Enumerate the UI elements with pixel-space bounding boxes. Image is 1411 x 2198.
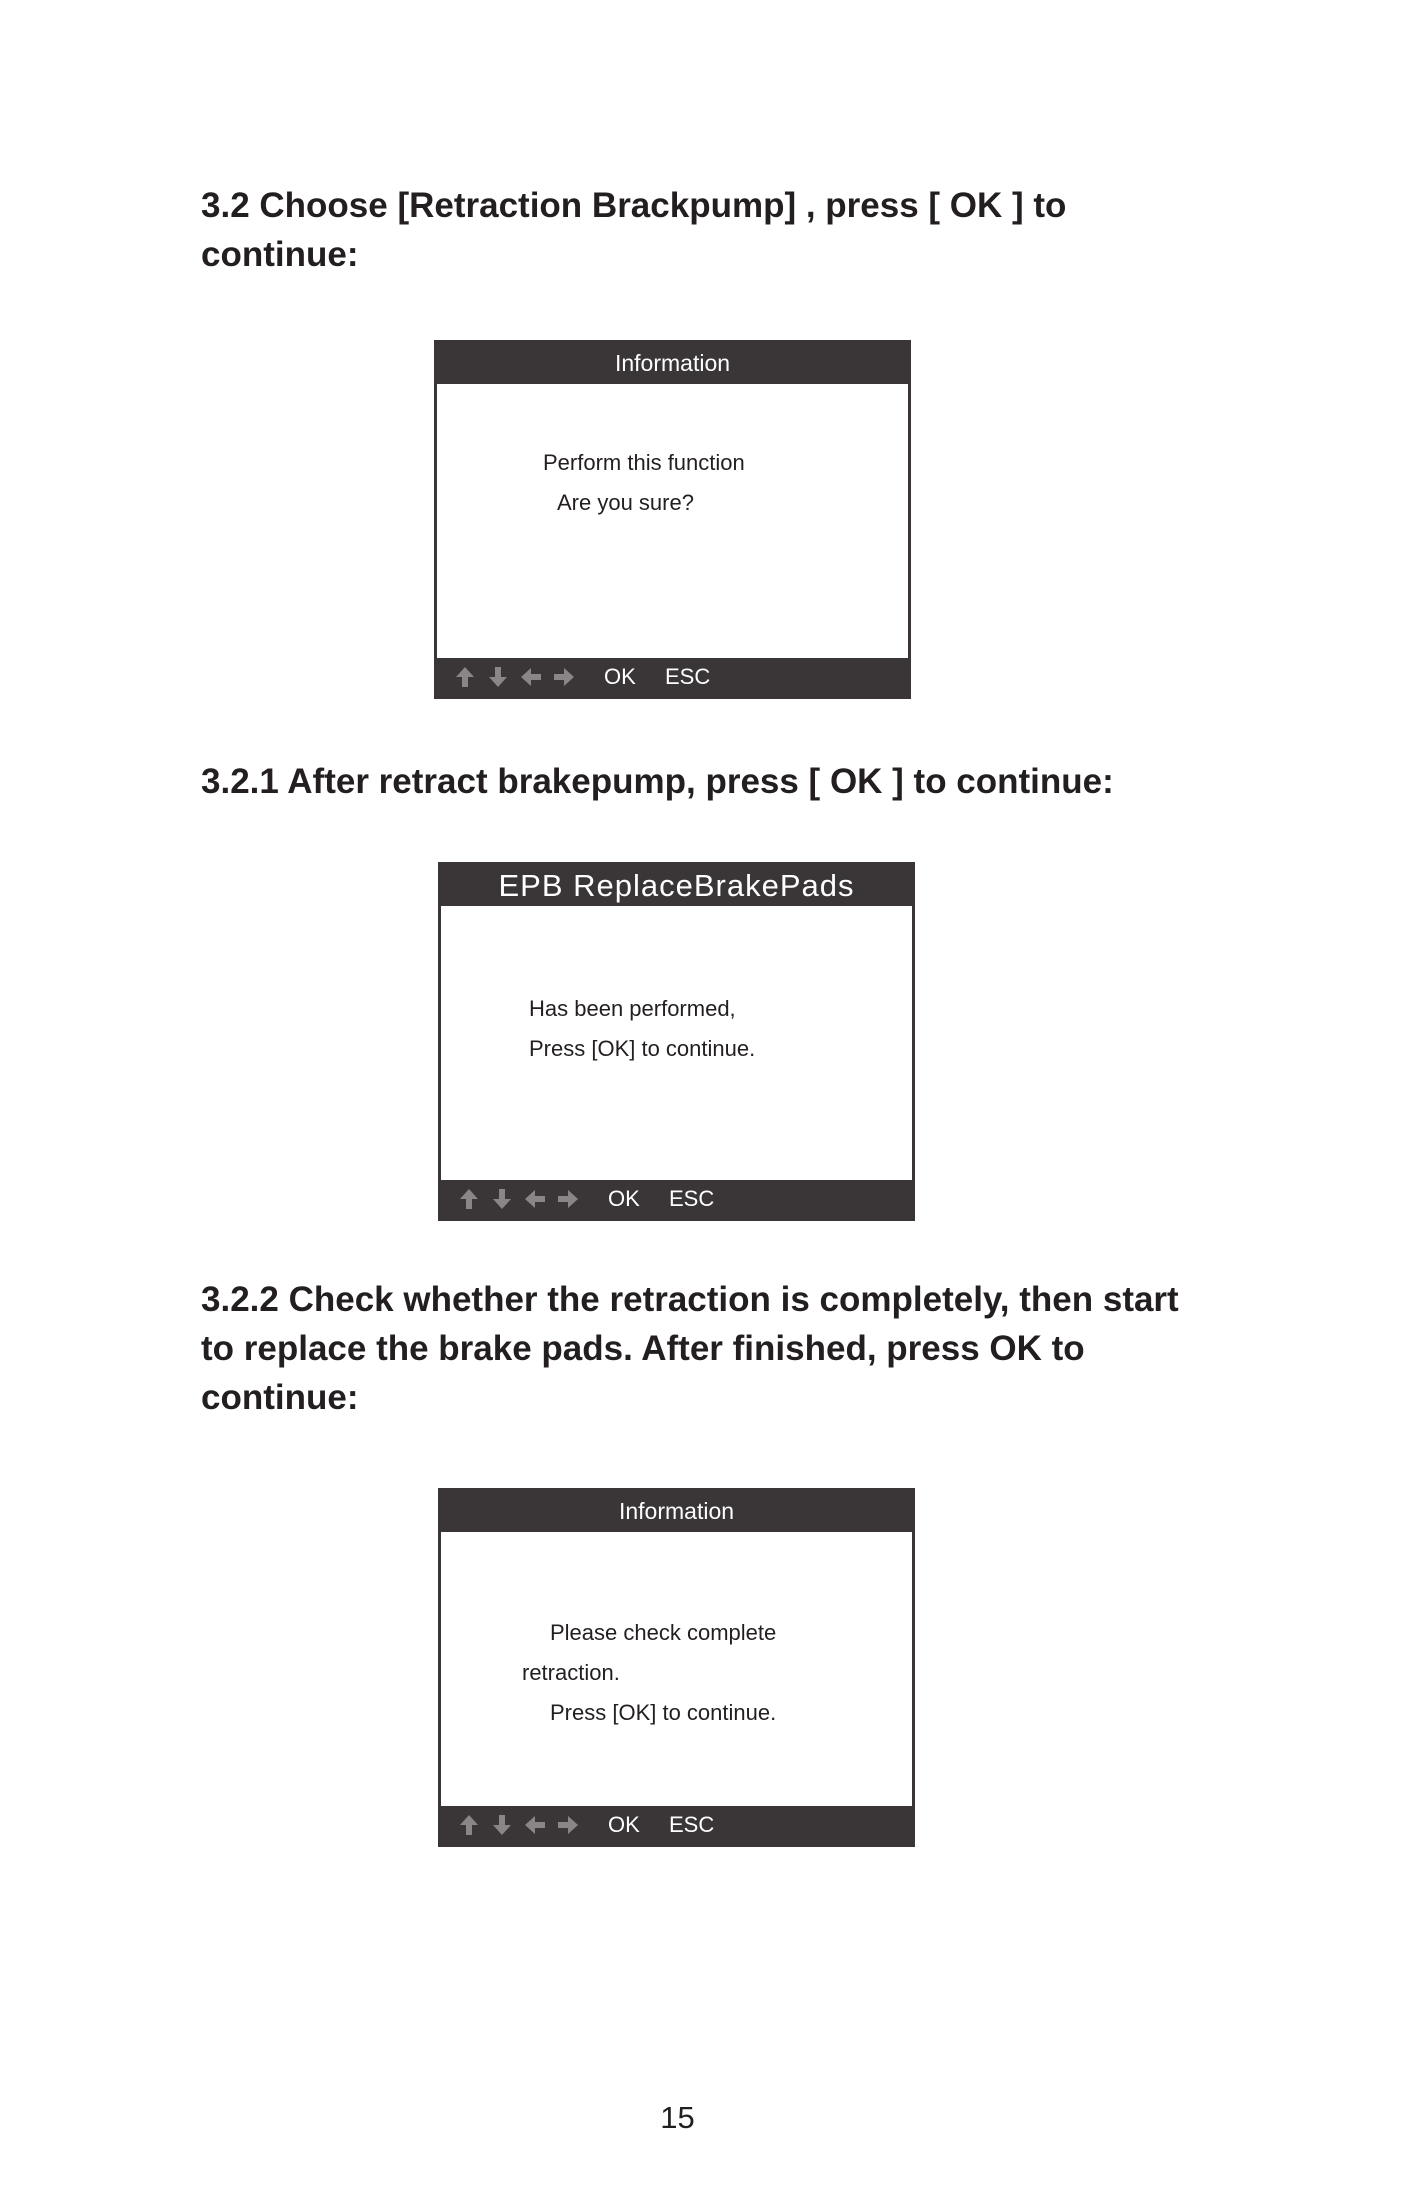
navigation-arrows: [453, 665, 576, 689]
esc-key[interactable]: ESC: [669, 1812, 715, 1837]
ok-key[interactable]: OK: [608, 1186, 640, 1211]
ok-key[interactable]: OK: [608, 1812, 640, 1837]
arrow-left-icon[interactable]: [523, 1187, 547, 1211]
device-screen-information: [434, 340, 911, 699]
arrow-down-icon[interactable]: [486, 665, 510, 689]
screen-key-bar: [437, 658, 908, 696]
arrow-up-icon[interactable]: [457, 1813, 481, 1837]
screen-key-bar: [441, 1806, 912, 1844]
arrow-right-icon[interactable]: [556, 1187, 580, 1211]
section-heading-3-2: 3.2 Choose [Retraction Brackpump] , press [ OK ] to continue:: [201, 186, 1067, 274]
screen-title: Information: [441, 1491, 912, 1532]
arrow-left-icon[interactable]: [519, 665, 543, 689]
screen-key-bar: [441, 1180, 912, 1218]
arrow-right-icon[interactable]: [552, 665, 576, 689]
arrow-up-icon[interactable]: [457, 1187, 481, 1211]
screen-message-line: Press [OK] to continue.: [529, 1036, 756, 1061]
arrow-down-icon[interactable]: [490, 1813, 514, 1837]
device-screen-epb-replace-brake-pads: [438, 862, 915, 1221]
screen-title: Information: [437, 343, 908, 384]
screen-message-line: Are you sure?: [557, 490, 694, 515]
esc-key[interactable]: ESC: [669, 1186, 715, 1211]
arrow-down-icon[interactable]: [490, 1187, 514, 1211]
section-heading-3-2-1: 3.2.1 After retract brakepump, press [ OK ] to continue:: [201, 762, 1114, 801]
ok-key[interactable]: OK: [604, 664, 636, 689]
screen-message-line: Has been performed,: [529, 996, 736, 1021]
screen-message-line: Please check complete: [550, 1620, 777, 1645]
device-screen-information: [438, 1488, 915, 1847]
section-heading-3-2-2: 3.2.2 Check whether the retraction is completely, then start to replace the brake pads. After finished, press OK to continue:: [201, 1280, 1179, 1417]
navigation-arrows: [457, 1187, 580, 1211]
screen-message-line: retraction.: [522, 1660, 620, 1685]
esc-key[interactable]: ESC: [665, 664, 711, 689]
arrow-up-icon[interactable]: [453, 665, 477, 689]
screen-title: EPB ReplaceBrakePads: [441, 865, 912, 906]
arrow-left-icon[interactable]: [523, 1813, 547, 1837]
screen-message-line: Press [OK] to continue.: [550, 1700, 777, 1725]
screen-message-line: Perform this function: [543, 450, 745, 475]
arrow-right-icon[interactable]: [556, 1813, 580, 1837]
page-number: 15: [660, 2100, 695, 2135]
navigation-arrows: [457, 1813, 580, 1837]
